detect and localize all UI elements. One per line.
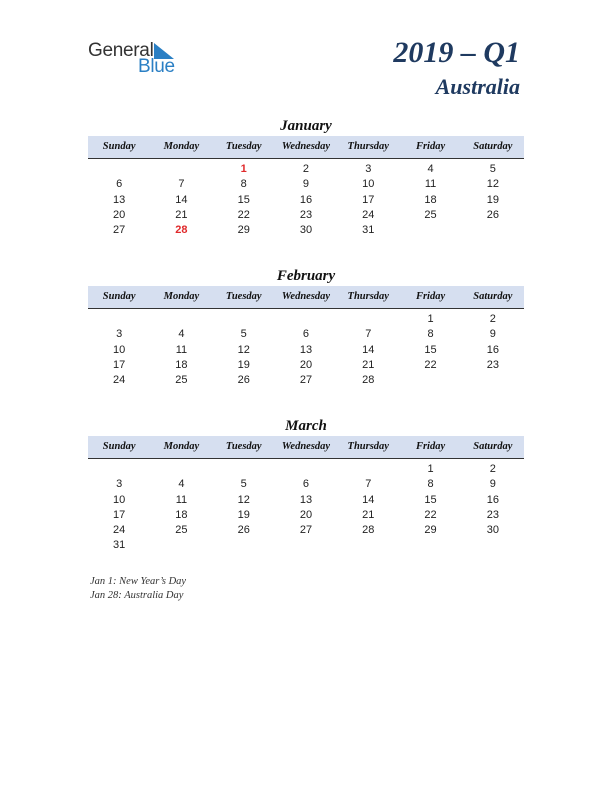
day-cell: 26 — [486, 208, 499, 221]
day-cell: 26 — [237, 374, 250, 387]
empty-day-cell — [462, 373, 524, 388]
day-cell: 3 — [116, 328, 123, 341]
day-cell: 2 — [489, 313, 496, 325]
day-cell: 1 — [427, 313, 434, 325]
day-cell: 13 — [299, 493, 313, 506]
empty-day-cell — [462, 538, 524, 553]
day-cell: 7 — [365, 328, 372, 341]
empty-day-cell — [337, 462, 399, 477]
weekday-header-row — [88, 136, 524, 159]
empty-day-cell — [88, 162, 150, 177]
day-cell: 1 — [427, 463, 434, 475]
day-cell: 23 — [486, 508, 499, 521]
day-cell: 6 — [302, 328, 310, 341]
month-march — [88, 417, 524, 554]
day-cell: 17 — [362, 193, 375, 206]
weekday-label: Friday — [415, 291, 446, 302]
day-cell: 25 — [175, 374, 188, 387]
day-cell: 26 — [237, 524, 250, 537]
month-title: March — [285, 418, 327, 434]
day-cell: 14 — [362, 343, 375, 356]
day-cell: 29 — [237, 224, 250, 237]
day-cell: 12 — [486, 178, 499, 191]
day-cell: 15 — [424, 493, 437, 506]
day-cell: 6 — [116, 178, 123, 191]
day-cell: 30 — [486, 524, 499, 537]
day-cell: 5 — [240, 478, 247, 491]
day-cell: 27 — [113, 224, 126, 237]
day-cell: 21 — [362, 358, 375, 371]
day-cell: 23 — [486, 358, 499, 371]
weekday-label: Thursday — [347, 141, 389, 152]
week-row — [88, 538, 524, 553]
day-cell: 18 — [175, 358, 188, 371]
weekday-label: Wednesday — [281, 141, 331, 152]
empty-day-cell — [150, 162, 212, 177]
holiday-note: Jan 1: New Year’s Day — [90, 576, 187, 587]
day-cell: 16 — [486, 343, 499, 356]
day-cell: 10 — [113, 343, 126, 356]
day-cell: 15 — [424, 343, 437, 356]
logo-blue-text: Blue — [138, 56, 175, 77]
day-cell: 22 — [237, 208, 250, 221]
empty-day-cell — [150, 312, 212, 327]
day-cell: 8 — [427, 328, 434, 341]
day-cell: 11 — [175, 493, 188, 506]
month-title: January — [280, 118, 332, 134]
day-cell: 27 — [299, 374, 313, 387]
day-cell: 22 — [424, 508, 437, 521]
empty-day-cell — [275, 538, 337, 553]
weekday-label: Thursday — [347, 291, 389, 302]
day-cell: 13 — [113, 193, 126, 206]
weekday-label: Sunday — [102, 141, 136, 152]
day-cell: 8 — [427, 478, 434, 491]
day-cell: 18 — [175, 508, 188, 521]
day-cell: 19 — [237, 508, 250, 521]
empty-day-cell — [88, 312, 150, 327]
day-cell: 24 — [113, 374, 126, 387]
day-cell: 31 — [113, 539, 126, 552]
weekday-label: Friday — [415, 441, 446, 452]
empty-day-cell — [213, 538, 275, 553]
weekday-header-row — [88, 286, 524, 309]
week-row — [88, 477, 524, 492]
day-cell: 14 — [362, 493, 375, 506]
month-january — [88, 117, 524, 238]
week-row — [88, 312, 524, 327]
empty-day-cell — [399, 538, 461, 553]
day-cell: 19 — [237, 358, 250, 371]
empty-day-cell — [150, 538, 212, 553]
day-cell: 22 — [424, 358, 437, 371]
day-cell: 16 — [486, 493, 499, 506]
day-cell: 10 — [113, 493, 126, 506]
week-row — [88, 193, 524, 208]
weekday-label: Sunday — [102, 441, 136, 452]
week-row — [88, 208, 524, 223]
weekday-label: Tuesday — [225, 291, 262, 302]
day-cell: 6 — [302, 478, 310, 491]
weekday-label: Monday — [163, 291, 200, 302]
holiday-notes — [90, 575, 186, 603]
day-cell: 24 — [113, 524, 126, 537]
day-cell: 4 — [178, 328, 185, 341]
day-cell: 10 — [362, 178, 375, 191]
day-cell: 11 — [175, 343, 188, 356]
day-cell: 7 — [365, 478, 372, 491]
day-cell: 27 — [299, 524, 313, 537]
day-cell: 9 — [302, 178, 310, 191]
day-cell: 18 — [424, 193, 437, 206]
day-cell: 20 — [299, 358, 313, 371]
day-cell: 24 — [362, 208, 375, 221]
day-cell: 2 — [489, 463, 496, 475]
holiday-note: Jan 28: Australia Day — [90, 590, 184, 601]
week-row — [88, 162, 524, 177]
empty-day-cell — [337, 538, 399, 553]
day-cell: 5 — [240, 328, 247, 341]
empty-day-cell — [275, 312, 337, 327]
weekday-label: Saturday — [473, 291, 513, 302]
week-row — [88, 523, 524, 538]
logo — [88, 40, 198, 80]
day-cell: 9 — [489, 478, 496, 491]
empty-day-cell — [150, 462, 212, 477]
week-row — [88, 373, 524, 388]
week-row — [88, 508, 524, 523]
week-row — [88, 462, 524, 477]
day-cell: 16 — [299, 193, 313, 206]
weekday-label: Thursday — [347, 441, 389, 452]
day-cell: 20 — [113, 208, 126, 221]
week-row — [88, 223, 524, 238]
weekday-header-row — [88, 436, 524, 459]
week-row — [88, 343, 524, 358]
day-cell: 30 — [299, 224, 313, 237]
weekday-label: Wednesday — [281, 441, 331, 452]
page-title: 2019 – Q1 — [393, 36, 520, 69]
empty-day-cell — [275, 462, 337, 477]
day-cell: 5 — [489, 163, 496, 175]
day-cell: 28 — [362, 524, 375, 537]
day-cell: 28 — [175, 224, 188, 237]
weekday-label: Saturday — [473, 141, 513, 152]
day-cell: 7 — [178, 178, 185, 191]
day-cell: 17 — [113, 358, 126, 371]
day-cell: 21 — [362, 508, 375, 521]
week-row — [88, 358, 524, 373]
day-cell: 13 — [299, 343, 313, 356]
empty-day-cell — [88, 462, 150, 477]
day-cell: 9 — [489, 328, 496, 341]
weekday-label: Monday — [163, 141, 200, 152]
day-cell: 1 — [240, 163, 247, 175]
day-cell: 15 — [237, 193, 250, 206]
day-cell: 3 — [365, 163, 372, 175]
weekday-label: Sunday — [102, 291, 136, 302]
day-cell: 12 — [237, 343, 250, 356]
day-cell: 19 — [486, 193, 499, 206]
week-row — [88, 177, 524, 192]
day-cell: 11 — [424, 178, 437, 191]
day-cell: 3 — [116, 478, 123, 491]
day-cell: 4 — [178, 478, 185, 491]
empty-day-cell — [399, 223, 461, 238]
empty-day-cell — [399, 373, 461, 388]
day-cell: 28 — [362, 374, 375, 387]
day-cell: 25 — [424, 208, 437, 221]
page-subtitle: Australia — [435, 74, 520, 99]
day-cell: 8 — [240, 178, 247, 191]
day-cell: 12 — [237, 493, 250, 506]
weekday-label: Tuesday — [225, 441, 262, 452]
empty-day-cell — [213, 462, 275, 477]
logo-general-text: General — [88, 40, 154, 61]
month-february — [88, 267, 524, 388]
day-cell: 14 — [175, 193, 188, 206]
week-row — [88, 327, 524, 342]
weekday-label: Friday — [415, 141, 446, 152]
weekday-label: Wednesday — [281, 291, 331, 302]
month-title: February — [276, 268, 336, 284]
day-cell: 29 — [424, 524, 437, 537]
day-cell: 25 — [175, 524, 188, 537]
day-cell: 23 — [299, 208, 313, 221]
empty-day-cell — [213, 312, 275, 327]
week-row — [88, 493, 524, 508]
empty-day-cell — [337, 312, 399, 327]
day-cell: 20 — [299, 508, 313, 521]
day-cell: 2 — [302, 163, 310, 175]
day-cell: 31 — [362, 224, 375, 237]
day-cell: 17 — [113, 508, 126, 521]
day-cell: 21 — [175, 208, 188, 221]
weekday-label: Tuesday — [225, 141, 262, 152]
empty-day-cell — [462, 223, 524, 238]
weekday-label: Saturday — [473, 441, 513, 452]
weekday-label: Monday — [163, 441, 200, 452]
day-cell: 4 — [427, 163, 434, 175]
